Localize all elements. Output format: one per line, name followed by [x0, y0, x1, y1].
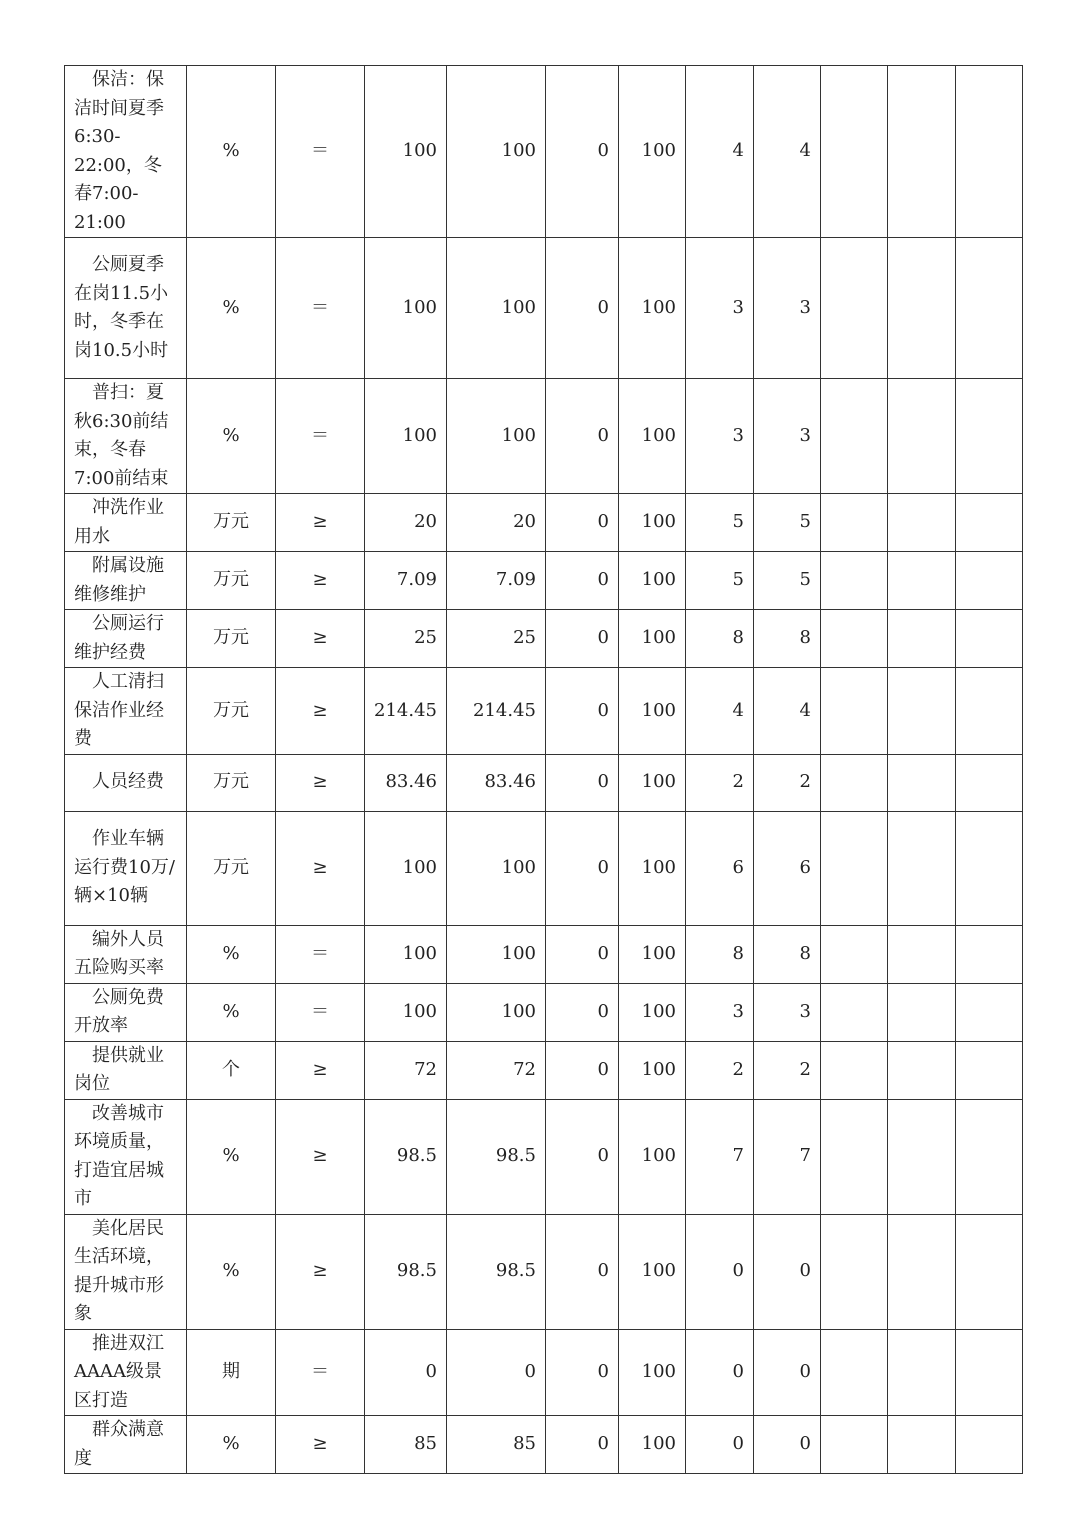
table-row: [65, 1099, 1023, 1214]
score-cell: 4: [753, 668, 820, 755]
operator-cell: ＝: [276, 238, 365, 379]
table-row: [65, 1041, 1023, 1099]
indicator-name-cell: 人工清扫保洁作业经费: [65, 668, 187, 755]
score-cell: 8: [753, 610, 820, 668]
target-value-cell: 7.09: [365, 552, 447, 610]
operator-cell: ≥: [276, 494, 365, 552]
table-row: [65, 668, 1023, 755]
deviation-cell: 0: [545, 66, 618, 238]
empty-cell: [887, 1214, 955, 1329]
empty-cell: [955, 754, 1022, 811]
unit-cell: %: [187, 1214, 276, 1329]
unit-cell: 期: [187, 1329, 276, 1416]
completion-rate-cell: 100: [618, 1099, 685, 1214]
weight-cell: 5: [685, 494, 753, 552]
unit-cell: 万元: [187, 494, 276, 552]
empty-cell: [887, 1041, 955, 1099]
empty-cell: [820, 1099, 887, 1214]
unit-cell: %: [187, 379, 276, 494]
score-cell: 0: [753, 1214, 820, 1329]
empty-cell: [955, 1099, 1022, 1214]
weight-cell: 0: [685, 1214, 753, 1329]
score-cell: 0: [753, 1329, 820, 1416]
empty-cell: [820, 66, 887, 238]
operator-cell: ≥: [276, 1214, 365, 1329]
unit-cell: 万元: [187, 610, 276, 668]
unit-cell: 万元: [187, 754, 276, 811]
weight-cell: 5: [685, 552, 753, 610]
completion-rate-cell: 100: [618, 1214, 685, 1329]
completion-rate-cell: 100: [618, 811, 685, 925]
table-row: [65, 925, 1023, 983]
operator-cell: ≥: [276, 1041, 365, 1099]
target-value-cell: 98.5: [365, 1099, 447, 1214]
deviation-cell: 0: [545, 811, 618, 925]
completion-rate-cell: 100: [618, 494, 685, 552]
indicator-name-cell: 改善城市环境质量，打造宜居城市: [65, 1099, 187, 1214]
score-cell: 5: [753, 552, 820, 610]
completion-rate-cell: 100: [618, 754, 685, 811]
weight-cell: 4: [685, 66, 753, 238]
actual-value-cell: 100: [446, 238, 545, 379]
target-value-cell: 100: [365, 811, 447, 925]
empty-cell: [887, 668, 955, 755]
actual-value-cell: 0: [446, 1329, 545, 1416]
weight-cell: 8: [685, 925, 753, 983]
indicator-name-cell: 普扫：夏秋6:30前结束，冬春7:00前结束: [65, 379, 187, 494]
completion-rate-cell: 100: [618, 238, 685, 379]
deviation-cell: 0: [545, 668, 618, 755]
operator-cell: ≥: [276, 1099, 365, 1214]
target-value-cell: 98.5: [365, 1214, 447, 1329]
weight-cell: 0: [685, 1416, 753, 1474]
target-value-cell: 100: [365, 238, 447, 379]
target-value-cell: 25: [365, 610, 447, 668]
indicator-name-cell: 推进双江AAAA级景区打造: [65, 1329, 187, 1416]
score-cell: 8: [753, 925, 820, 983]
deviation-cell: 0: [545, 1214, 618, 1329]
actual-value-cell: 20: [446, 494, 545, 552]
table-row: [65, 811, 1023, 925]
completion-rate-cell: 100: [618, 983, 685, 1041]
unit-cell: 万元: [187, 552, 276, 610]
weight-cell: 2: [685, 1041, 753, 1099]
indicator-name-cell: 人员经费: [65, 754, 187, 811]
empty-cell: [887, 66, 955, 238]
empty-cell: [887, 1329, 955, 1416]
table-row: [65, 754, 1023, 811]
table-row: [65, 552, 1023, 610]
empty-cell: [820, 754, 887, 811]
deviation-cell: 0: [545, 1041, 618, 1099]
indicator-name-cell: 附属设施维修维护: [65, 552, 187, 610]
empty-cell: [887, 754, 955, 811]
target-value-cell: 100: [365, 925, 447, 983]
empty-cell: [887, 811, 955, 925]
deviation-cell: 0: [545, 552, 618, 610]
empty-cell: [887, 1416, 955, 1474]
weight-cell: 2: [685, 754, 753, 811]
unit-cell: %: [187, 1416, 276, 1474]
actual-value-cell: 100: [446, 925, 545, 983]
empty-cell: [955, 811, 1022, 925]
empty-cell: [820, 379, 887, 494]
empty-cell: [955, 610, 1022, 668]
empty-cell: [820, 925, 887, 983]
empty-cell: [955, 494, 1022, 552]
actual-value-cell: 214.45: [446, 668, 545, 755]
score-cell: 6: [753, 811, 820, 925]
operator-cell: ＝: [276, 66, 365, 238]
actual-value-cell: 98.5: [446, 1099, 545, 1214]
completion-rate-cell: 100: [618, 1041, 685, 1099]
score-cell: 0: [753, 1416, 820, 1474]
deviation-cell: 0: [545, 1416, 618, 1474]
target-value-cell: 20: [365, 494, 447, 552]
weight-cell: 3: [685, 983, 753, 1041]
table-row: [65, 610, 1023, 668]
weight-cell: 3: [685, 238, 753, 379]
completion-rate-cell: 100: [618, 66, 685, 238]
actual-value-cell: 72: [446, 1041, 545, 1099]
weight-cell: 4: [685, 668, 753, 755]
empty-cell: [820, 552, 887, 610]
table-row: [65, 983, 1023, 1041]
deviation-cell: 0: [545, 1329, 618, 1416]
score-cell: 4: [753, 66, 820, 238]
actual-value-cell: 98.5: [446, 1214, 545, 1329]
empty-cell: [955, 925, 1022, 983]
operator-cell: ≥: [276, 1416, 365, 1474]
operator-cell: ≥: [276, 811, 365, 925]
empty-cell: [955, 552, 1022, 610]
operator-cell: ＝: [276, 1329, 365, 1416]
target-value-cell: 100: [365, 379, 447, 494]
indicator-name-cell: 群众满意度: [65, 1416, 187, 1474]
deviation-cell: 0: [545, 379, 618, 494]
operator-cell: ＝: [276, 379, 365, 494]
empty-cell: [955, 379, 1022, 494]
empty-cell: [887, 610, 955, 668]
score-cell: 2: [753, 754, 820, 811]
actual-value-cell: 25: [446, 610, 545, 668]
actual-value-cell: 100: [446, 983, 545, 1041]
weight-cell: 8: [685, 610, 753, 668]
operator-cell: ≥: [276, 552, 365, 610]
deviation-cell: 0: [545, 754, 618, 811]
empty-cell: [955, 668, 1022, 755]
target-value-cell: 83.46: [365, 754, 447, 811]
empty-cell: [887, 1099, 955, 1214]
weight-cell: 7: [685, 1099, 753, 1214]
empty-cell: [820, 1329, 887, 1416]
operator-cell: ≥: [276, 610, 365, 668]
actual-value-cell: 100: [446, 66, 545, 238]
empty-cell: [887, 494, 955, 552]
score-cell: 3: [753, 379, 820, 494]
score-cell: 2: [753, 1041, 820, 1099]
unit-cell: %: [187, 983, 276, 1041]
target-value-cell: 100: [365, 66, 447, 238]
empty-cell: [955, 1041, 1022, 1099]
target-value-cell: 85: [365, 1416, 447, 1474]
indicator-name-cell: 提供就业岗位: [65, 1041, 187, 1099]
operator-cell: ＝: [276, 925, 365, 983]
score-cell: 3: [753, 983, 820, 1041]
unit-cell: %: [187, 66, 276, 238]
table-row: [65, 494, 1023, 552]
empty-cell: [820, 811, 887, 925]
weight-cell: 0: [685, 1329, 753, 1416]
empty-cell: [955, 66, 1022, 238]
indicator-name-cell: 公厕免费开放率: [65, 983, 187, 1041]
table-row: [65, 1416, 1023, 1474]
completion-rate-cell: 100: [618, 610, 685, 668]
empty-cell: [887, 925, 955, 983]
empty-cell: [820, 668, 887, 755]
empty-cell: [820, 610, 887, 668]
operator-cell: ≥: [276, 668, 365, 755]
indicator-name-cell: 美化居民生活环境，提升城市形象: [65, 1214, 187, 1329]
actual-value-cell: 100: [446, 811, 545, 925]
empty-cell: [955, 1416, 1022, 1474]
target-value-cell: 0: [365, 1329, 447, 1416]
completion-rate-cell: 100: [618, 1329, 685, 1416]
completion-rate-cell: 100: [618, 379, 685, 494]
operator-cell: ≥: [276, 754, 365, 811]
score-cell: 3: [753, 238, 820, 379]
deviation-cell: 0: [545, 983, 618, 1041]
indicator-table: [64, 65, 1023, 1474]
table-row: [65, 66, 1023, 238]
actual-value-cell: 85: [446, 1416, 545, 1474]
indicator-name-cell: 作业车辆运行费10万/辆×10辆: [65, 811, 187, 925]
table-row: [65, 238, 1023, 379]
unit-cell: 万元: [187, 668, 276, 755]
completion-rate-cell: 100: [618, 668, 685, 755]
unit-cell: 个: [187, 1041, 276, 1099]
target-value-cell: 214.45: [365, 668, 447, 755]
deviation-cell: 0: [545, 1099, 618, 1214]
completion-rate-cell: 100: [618, 925, 685, 983]
actual-value-cell: 83.46: [446, 754, 545, 811]
indicator-name-cell: 公厕运行维护经费: [65, 610, 187, 668]
target-value-cell: 100: [365, 983, 447, 1041]
empty-cell: [955, 1329, 1022, 1416]
empty-cell: [820, 983, 887, 1041]
deviation-cell: 0: [545, 610, 618, 668]
completion-rate-cell: 100: [618, 552, 685, 610]
indicator-name-cell: 保洁：保洁时间夏季6:30-22:00，冬春7:00-21:00: [65, 66, 187, 238]
table-row: [65, 379, 1023, 494]
weight-cell: 6: [685, 811, 753, 925]
empty-cell: [887, 552, 955, 610]
completion-rate-cell: 100: [618, 1416, 685, 1474]
indicator-name-cell: 冲洗作业用水: [65, 494, 187, 552]
table-row: [65, 1329, 1023, 1416]
actual-value-cell: 100: [446, 379, 545, 494]
empty-cell: [887, 379, 955, 494]
empty-cell: [887, 983, 955, 1041]
deviation-cell: 0: [545, 494, 618, 552]
empty-cell: [820, 494, 887, 552]
unit-cell: %: [187, 238, 276, 379]
empty-cell: [955, 1214, 1022, 1329]
unit-cell: %: [187, 1099, 276, 1214]
empty-cell: [820, 1041, 887, 1099]
unit-cell: 万元: [187, 811, 276, 925]
operator-cell: ＝: [276, 983, 365, 1041]
indicator-name-cell: 编外人员五险购买率: [65, 925, 187, 983]
score-cell: 5: [753, 494, 820, 552]
empty-cell: [887, 238, 955, 379]
indicator-name-cell: 公厕夏季在岗11.5小时，冬季在岗10.5小时: [65, 238, 187, 379]
deviation-cell: 0: [545, 238, 618, 379]
empty-cell: [820, 1416, 887, 1474]
empty-cell: [955, 983, 1022, 1041]
target-value-cell: 72: [365, 1041, 447, 1099]
weight-cell: 3: [685, 379, 753, 494]
table-row: [65, 1214, 1023, 1329]
empty-cell: [820, 1214, 887, 1329]
empty-cell: [820, 238, 887, 379]
empty-cell: [955, 238, 1022, 379]
actual-value-cell: 7.09: [446, 552, 545, 610]
unit-cell: %: [187, 925, 276, 983]
deviation-cell: 0: [545, 925, 618, 983]
score-cell: 7: [753, 1099, 820, 1214]
